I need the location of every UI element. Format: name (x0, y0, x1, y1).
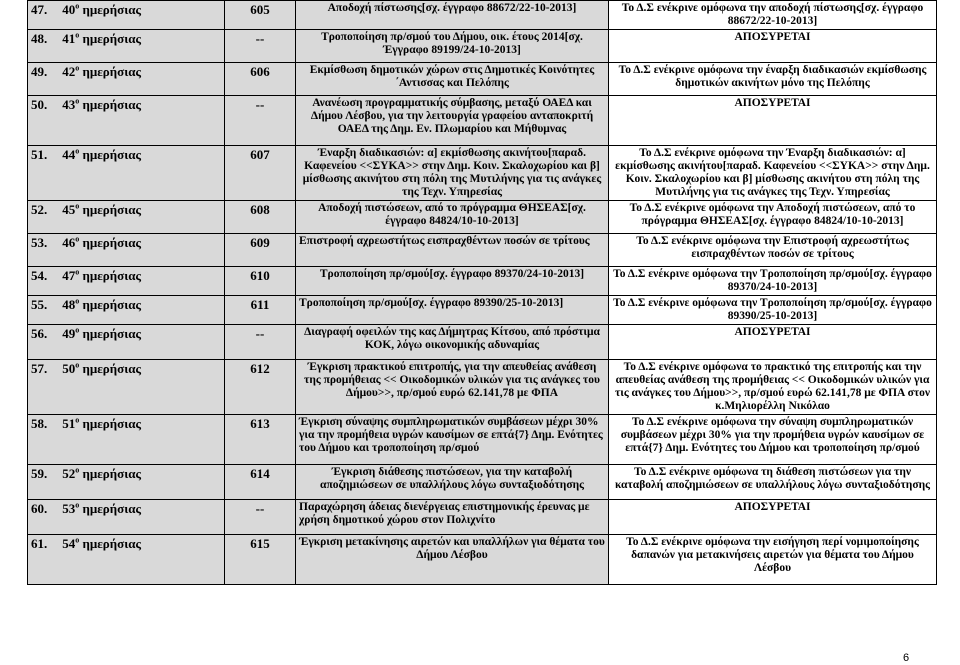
agenda-label: ημερήσιας (82, 297, 141, 312)
table-row (28, 535, 937, 585)
item-cell (28, 146, 225, 201)
ordinal-suffix: ο (75, 146, 80, 156)
item-number: 56. (31, 326, 48, 341)
table-row (28, 1, 937, 30)
agenda-order: 43 (62, 97, 76, 112)
item-cell (28, 415, 225, 465)
table-row (28, 415, 937, 465)
item-cell (28, 201, 225, 234)
subject-cell: Διαγραφή οφειλών της κας Δήμητρας Κίτσου, από πρόστιμα ΚΟΚ, λόγω οικονομικής αδυναμίας (296, 325, 609, 360)
agenda-label: ημερήσιας (82, 501, 141, 516)
table-row (28, 500, 937, 535)
result-cell: ΑΠΟΣΥΡΕΤΑΙ (609, 96, 937, 146)
result-cell: Το Δ.Σ ενέκρινε ομόφωνα την Τροποποίηση πρ/σμού[σχ. έγγραφο 89390/25-10-2013] (609, 296, 937, 325)
item-number: 55. (31, 297, 48, 312)
item-number: 59. (31, 466, 48, 481)
agenda-label: ημερήσιας (82, 416, 141, 431)
result-cell: ΑΠΟΣΥΡΕΤΑΙ (609, 500, 937, 535)
table-row (28, 296, 937, 325)
item-cell (28, 63, 225, 96)
result-cell: Το Δ.Σ ενέκρινε ομόφωνα την έναρξη διαδικασιών εκμίσθωσης δημοτικών ακινήτων μόνο της Πελόπης (609, 63, 937, 96)
ordinal-suffix: ο (75, 1, 80, 11)
agenda-label: ημερήσιας (82, 235, 141, 250)
subject-cell: Έγκριση πρακτικού επιτροπής, για την απευθείας ανάθεση της προμήθειας << Οικοδομικών υλικών για τις ανάγκες του Δήμου>>, πρ/σμού ευρώ 62.141,78 με ΦΠΑ (296, 360, 609, 415)
ordinal-suffix: ο (75, 415, 80, 425)
item-cell (28, 360, 225, 415)
ordinal-suffix: ο (75, 267, 80, 277)
result-cell: ΑΠΟΣΥΡΕΤΑΙ (609, 30, 937, 63)
subject-cell: Τροποποίηση πρ/σμού[σχ. έγγραφο 89390/25-10-2013] (296, 296, 609, 325)
subject-cell: Τροποποίηση πρ/σμού[σχ. έγγραφο 89370/24-10-2013] (296, 267, 609, 296)
result-cell: Το Δ.Σ ενέκρινε ομόφωνα την Αποδοχή πιστώσεων, από το πρόγραμμα ΘΗΣΕΑΣ[σχ. έγγραφο 84824/10-10-2013] (609, 201, 937, 234)
result-cell: Το Δ.Σ ενέκρινε ομόφωνα την Επιστροφή αχρεωστήτως εισπραχθέντων ποσών σε τρίτους (609, 234, 937, 267)
item-number: 51. (31, 147, 48, 162)
item-number: 54. (31, 268, 48, 283)
agenda-label: ημερήσιας (82, 326, 141, 341)
subject-cell: Επιστροφή αχρεωστήτως εισπραχθέντων ποσών σε τρίτους (296, 234, 609, 267)
agenda-order: 50 (62, 361, 76, 376)
subject-cell: Έγκριση σύναψης συμπληρωματικών συμβάσεων μέχρι 30% για την προμήθεια υγρών καυσίμων σε επτά{7} Δημ. Ενότητες του Δήμου και τροποποίηση πρ/σμού (296, 415, 609, 465)
decision-number: 606 (225, 63, 296, 96)
subject-cell: Αποδοχή πίστωσης[σχ. έγγραφο 88672/22-10-2013] (296, 1, 609, 30)
ordinal-suffix: ο (75, 234, 80, 244)
subject-cell: Παραχώρηση άδειας διενέργειας επιστημονικής έρευνας με χρήση δημοτικού χώρου στον Πολιχνίτο (296, 500, 609, 535)
item-cell (28, 30, 225, 63)
table-row (28, 267, 937, 296)
ordinal-suffix: ο (75, 325, 80, 335)
result-cell: Το Δ.Σ ενέκρινε ομόφωνα την Έναρξη διαδικασιών: α] εκμίσθωσης ακινήτου[παραδ. Καφενείου <<ΣΥΚΑ>> στην Δημ. Κοιν. Σκαλοχωρίου και β] μίσθωσης ακινήτου στη πόλη της Μυτιλήνης για τις ανάγκες της Τεχν. Υπηρεσίας (609, 146, 937, 201)
subject-cell: Ανανέωση προγραμματικής σύμβασης, μεταξύ ΟΑΕΔ και Δήμου Λέσβου, για την λειτουργία γραφείου ανταποκριτή ΟΑΕΔ της Δημ. Εν. Πλωμαρίου και Μήθυμνας (296, 96, 609, 146)
item-number: 52. (31, 202, 48, 217)
page-number: 6 (903, 652, 910, 664)
subject-cell: Τροποποίηση πρ/σμού του Δήμου, οικ. έτους 2014[σχ. Έγγραφο 89199/24-10-2013] (296, 30, 609, 63)
item-number: 61. (31, 536, 48, 551)
agenda-label: ημερήσιας (82, 64, 141, 79)
agenda-label: ημερήσιας (82, 202, 141, 217)
subject-cell: Εκμίσθωση δημοτικών χώρων στις Δημοτικές Κοινότητες ΄Αντισσας και Πελόπης (296, 63, 609, 96)
decision-number: -- (225, 325, 296, 360)
table-row (28, 63, 937, 96)
item-cell (28, 234, 225, 267)
item-cell (28, 465, 225, 500)
result-cell: Το Δ.Σ ενέκρινε ομόφωνα τη διάθεση πιστώσεων για την καταβολή αποζημιώσεων σε υπαλλήλους λόγω συνταξιοδότησης (609, 465, 937, 500)
table-row (28, 360, 937, 415)
agenda-label: ημερήσιας (82, 97, 141, 112)
ordinal-suffix: ο (75, 96, 80, 106)
result-cell: Το Δ.Σ ενέκρινε ομόφωνα την αποδοχή πίστωσης[σχ. έγγραφο 88672/22-10-2013] (609, 1, 937, 30)
agenda-order: 52 (62, 466, 76, 481)
item-cell (28, 1, 225, 30)
table-row (28, 96, 937, 146)
item-cell (28, 96, 225, 146)
agenda-order: 46 (62, 235, 76, 250)
item-number: 48. (31, 31, 48, 46)
result-cell: Το Δ.Σ ενέκρινε ομόφωνα την Τροποποίηση πρ/σμού[σχ. έγγραφο 89370/24-10-2013] (609, 267, 937, 296)
agenda-label: ημερήσιας (82, 466, 141, 481)
decision-number: 615 (225, 535, 296, 585)
table-row (28, 201, 937, 234)
item-number: 60. (31, 501, 48, 516)
agenda-label: ημερήσιας (82, 31, 141, 46)
item-cell (28, 267, 225, 296)
decision-number: -- (225, 96, 296, 146)
ordinal-suffix: ο (75, 465, 80, 475)
decision-number: 607 (225, 146, 296, 201)
item-number: 57. (31, 361, 48, 376)
agenda-table (27, 0, 937, 585)
item-number: 49. (31, 64, 48, 79)
ordinal-suffix: ο (75, 360, 80, 370)
agenda-order: 51 (62, 416, 76, 431)
subject-cell: Έναρξη διαδικασιών: α] εκμίσθωσης ακινήτου[παραδ. Καφενείου <<ΣΥΚΑ>> στην Δημ. Κοιν. Σκαλοχωρίου και β] μίσθωσης ακινήτου στη πόλη της Μυτιλήνης για τις ανάγκες της Τεχν. Υπηρεσίας (296, 146, 609, 201)
decision-number: 611 (225, 296, 296, 325)
decision-number: 612 (225, 360, 296, 415)
item-number: 53. (31, 235, 48, 250)
item-number: 50. (31, 97, 48, 112)
agenda-label: ημερήσιας (82, 268, 141, 283)
agenda-label: ημερήσιας (82, 536, 141, 551)
ordinal-suffix: ο (75, 296, 80, 306)
agenda-label: ημερήσιας (82, 2, 141, 17)
agenda-order: 49 (62, 326, 76, 341)
item-cell (28, 296, 225, 325)
agenda-order: 48 (62, 297, 76, 312)
subject-cell: Έγκριση μετακίνησης αιρετών και υπαλλήλων για θέματα του Δήμου Λέσβου (296, 535, 609, 585)
item-number: 47. (31, 2, 48, 17)
ordinal-suffix: ο (75, 535, 80, 545)
result-cell: Το Δ.Σ ενέκρινε ομόφωνα το πρακτικό της επιτροπής και την απευθείας ανάθεση της προμήθειας << Οικοδομικών υλικών για τις ανάγκες του Δήμου>>, πρ/σμού ευρώ 62.141,78 με ΦΠΑ στον κ.Μηλιορέλλη Νικόλαο (609, 360, 937, 415)
agenda-order: 47 (62, 268, 76, 283)
result-cell: Το Δ.Σ ενέκρινε ομόφωνα την εισήγηση περί νομιμοποίησης δαπανών για μετακινήσεις αιρετών για θέματα του Δήμου Λέσβου (609, 535, 937, 585)
item-cell (28, 500, 225, 535)
agenda-label: ημερήσιας (82, 147, 141, 162)
agenda-order: 54 (62, 536, 76, 551)
table-row (28, 30, 937, 63)
decision-number: 609 (225, 234, 296, 267)
decision-number: -- (225, 30, 296, 63)
agenda-order: 41 (62, 31, 76, 46)
decision-number: 605 (225, 1, 296, 30)
agenda-order: 53 (62, 501, 76, 516)
ordinal-suffix: ο (75, 201, 80, 211)
item-cell (28, 325, 225, 360)
ordinal-suffix: ο (75, 63, 80, 73)
table-row (28, 325, 937, 360)
item-cell (28, 535, 225, 585)
table-row (28, 234, 937, 267)
table-row (28, 146, 937, 201)
decision-number: 610 (225, 267, 296, 296)
agenda-order: 45 (62, 202, 76, 217)
item-number: 58. (31, 416, 48, 431)
ordinal-suffix: ο (75, 30, 80, 40)
decision-number: 613 (225, 415, 296, 465)
agenda-order: 44 (62, 147, 76, 162)
decision-number: -- (225, 500, 296, 535)
agenda-order: 40 (62, 2, 76, 17)
decision-number: 614 (225, 465, 296, 500)
decision-number: 608 (225, 201, 296, 234)
ordinal-suffix: ο (75, 500, 80, 510)
subject-cell: Έγκριση διάθεσης πιστώσεων, για την καταβολή αποζημιώσεων σε υπαλλήλους λόγω συνταξιοδότησης (296, 465, 609, 500)
agenda-label: ημερήσιας (82, 361, 141, 376)
table-row (28, 465, 937, 500)
agenda-order: 42 (62, 64, 76, 79)
subject-cell: Αποδοχή πιστώσεων, από το πρόγραμμα ΘΗΣΕΑΣ[σχ. έγγραφο 84824/10-10-2013] (296, 201, 609, 234)
result-cell: Το Δ.Σ ενέκρινε ομόφωνα την σύναψη συμπληρωματικών συμβάσεων μέχρι 30% για την προμήθεια υγρών καυσίμων σε επτά{7} Δημ. Ενότητες του Δήμου και τροποποίηση πρ/σμού (609, 415, 937, 465)
result-cell: ΑΠΟΣΥΡΕΤΑΙ (609, 325, 937, 360)
